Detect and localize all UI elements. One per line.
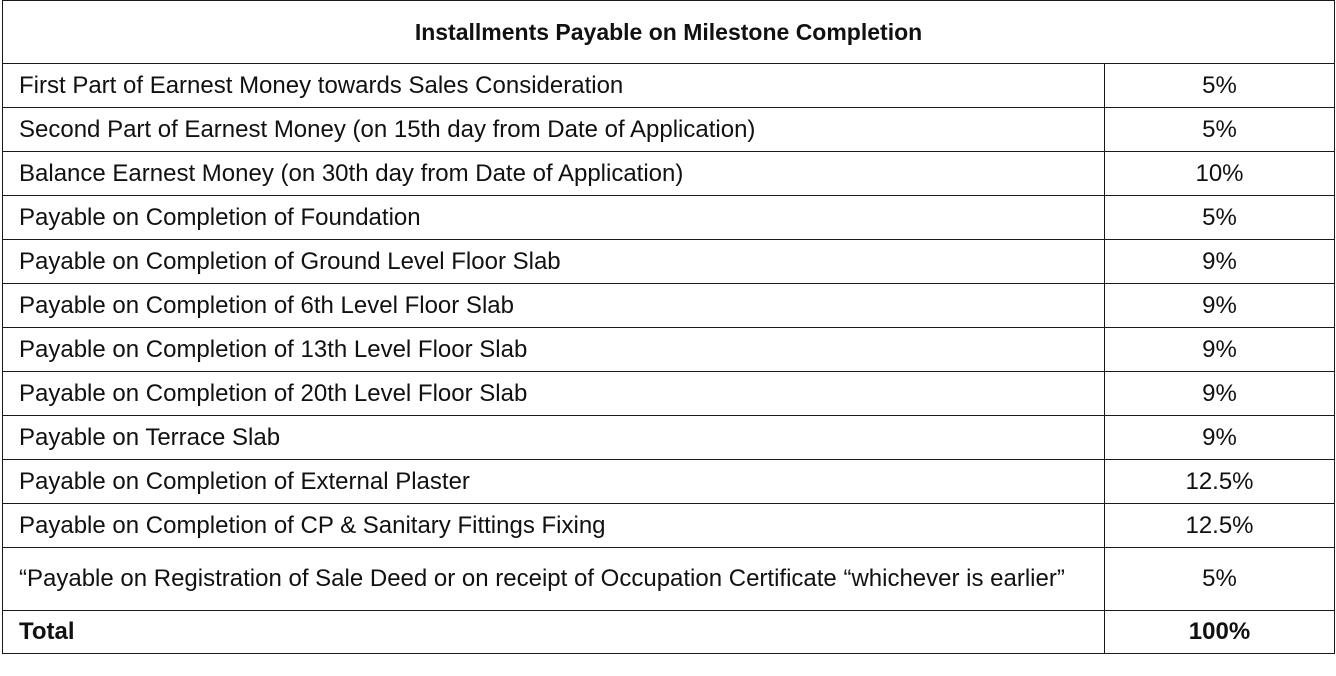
- milestone-description: Second Part of Earnest Money (on 15th day from Date of Application): [3, 108, 1105, 152]
- milestone-description: Payable on Completion of 13th Level Floor Slab: [3, 328, 1105, 372]
- milestone-description: Payable on Completion of Ground Level Floor Slab: [3, 240, 1105, 284]
- milestone-percentage: 5%: [1105, 108, 1335, 152]
- installments-table: [2, 0, 1335, 654]
- milestone-percentage: 5%: [1105, 196, 1335, 240]
- table-row: [3, 284, 1335, 328]
- milestone-percentage: 12.5%: [1105, 460, 1335, 504]
- milestone-description: Payable on Completion of Foundation: [3, 196, 1105, 240]
- table-row: [3, 460, 1335, 504]
- milestone-percentage: 10%: [1105, 152, 1335, 196]
- milestone-description: Payable on Completion of 20th Level Floor Slab: [3, 372, 1105, 416]
- total-label: Total: [3, 611, 1105, 654]
- milestone-percentage: 12.5%: [1105, 504, 1335, 548]
- table-row: [3, 240, 1335, 284]
- table-row: [3, 372, 1335, 416]
- table-row: [3, 416, 1335, 460]
- milestone-percentage: 9%: [1105, 416, 1335, 460]
- table-row: [3, 504, 1335, 548]
- milestone-description: First Part of Earnest Money towards Sales Consideration: [3, 64, 1105, 108]
- milestone-description: Payable on Terrace Slab: [3, 416, 1105, 460]
- milestone-percentage: 9%: [1105, 284, 1335, 328]
- milestone-description: “Payable on Registration of Sale Deed or on receipt of Occupation Certificate “whichever is earlier”: [3, 548, 1105, 611]
- milestone-description: Payable on Completion of External Plaster: [3, 460, 1105, 504]
- milestone-percentage: 9%: [1105, 240, 1335, 284]
- total-value: 100%: [1105, 611, 1335, 654]
- milestone-percentage: 9%: [1105, 328, 1335, 372]
- table-row: [3, 108, 1335, 152]
- milestone-description: Payable on Completion of 6th Level Floor Slab: [3, 284, 1105, 328]
- milestone-percentage: 5%: [1105, 548, 1335, 611]
- milestone-percentage: 5%: [1105, 64, 1335, 108]
- table-row: [3, 152, 1335, 196]
- milestone-description: Payable on Completion of CP & Sanitary Fittings Fixing: [3, 504, 1105, 548]
- table-row: [3, 64, 1335, 108]
- total-row: [3, 611, 1335, 654]
- table-row: [3, 196, 1335, 240]
- table-row: [3, 548, 1335, 611]
- table-title: Installments Payable on Milestone Completion: [3, 1, 1335, 64]
- table-row: [3, 328, 1335, 372]
- milestone-percentage: 9%: [1105, 372, 1335, 416]
- milestone-description: Balance Earnest Money (on 30th day from Date of Application): [3, 152, 1105, 196]
- table-title-row: [3, 1, 1335, 64]
